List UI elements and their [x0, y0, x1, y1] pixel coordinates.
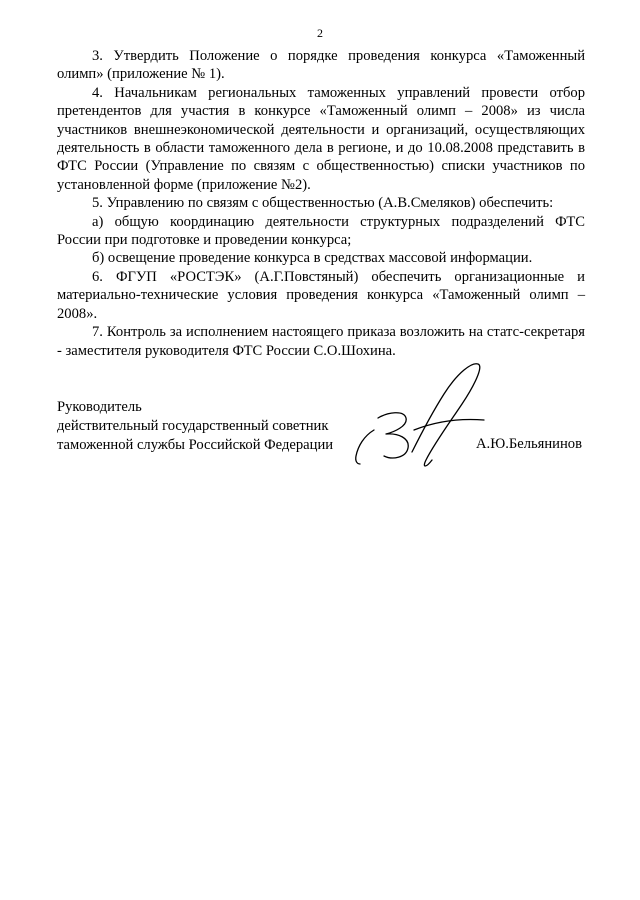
- paragraph-5b: б) освещение проведение конкурса в средствах массовой информации.: [92, 250, 533, 267]
- paragraph-4: 4. Начальникам региональных таможенных управлений провести отбор претендентов для участия в конкурсе «Таможенный олимп – 2008» из числа участников внешнеэкономической деятельности и организаций, осуществляющих деятельность в области таможенного дела в регионе, и до 10.08.2008 представить в ФТС России (Управление по связям с общественностью) списки участников по установленной форме (приложение №2).: [57, 84, 585, 193]
- signatory-title-line-3: таможенной службы Российской Федерации: [57, 437, 334, 453]
- page-number: 2: [317, 26, 323, 40]
- handwritten-signature: [334, 360, 504, 470]
- document-body: [57, 47, 585, 360]
- signatory-title-line-1: Руководитель: [57, 399, 142, 415]
- signatory-title-line-2: действительный государственный советник: [57, 418, 329, 434]
- signatory-title-block: [57, 398, 333, 455]
- paragraph-6: 6. ФГУП «РОСТЭК» (А.Г.Повстяный) обеспечить организационные и материально-технические условия проведения конкурса «Таможенный олимп – 2008».: [57, 268, 585, 322]
- paragraph-5: 5. Управлению по связям с общественностью (А.В.Смеляков) обеспечить:: [92, 195, 554, 212]
- paragraph-5a: а) общую координацию деятельности структурных подразделений ФТС России при подготовке и проведении конкурса;: [57, 213, 585, 249]
- paragraph-7: 7. Контроль за исполнением настоящего приказа возложить на статс-секретаря - заместителя руководителя ФТС России С.О.Шохина.: [57, 324, 585, 359]
- paragraph-3: 3. Утвердить Положение о порядке проведения конкурса «Таможенный олимп» (приложение № 1).: [57, 48, 585, 83]
- signatory-name: А.Ю.Бельянинов: [476, 436, 582, 452]
